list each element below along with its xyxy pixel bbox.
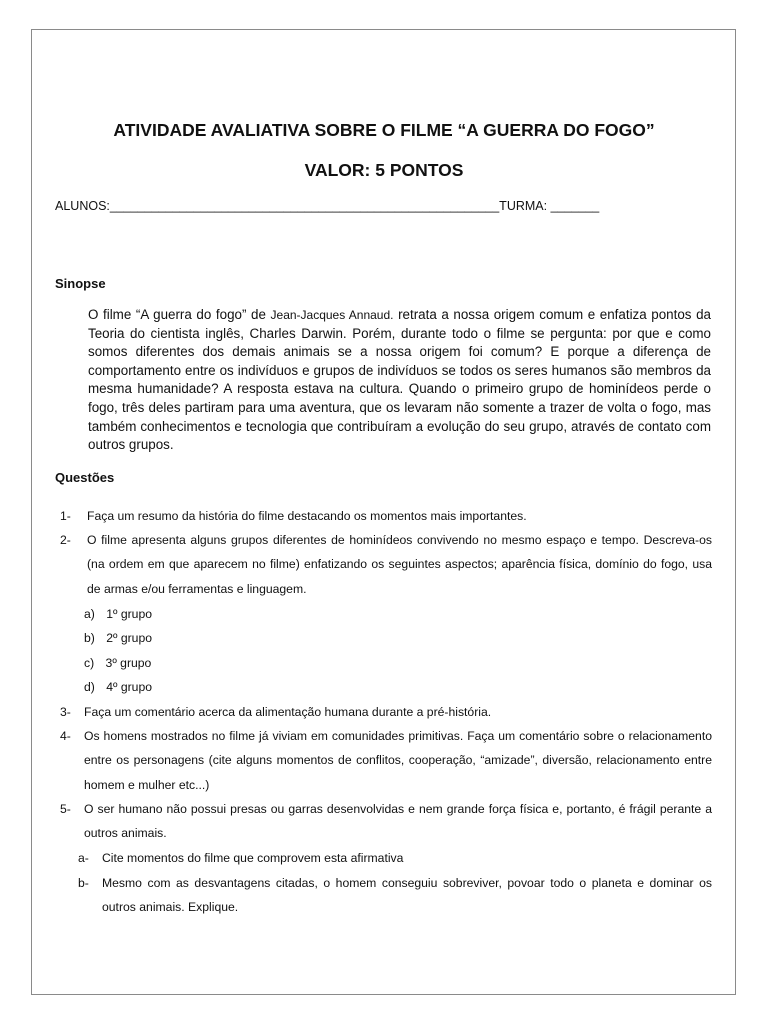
question-5-item-b [78,871,712,920]
question-text: Faça um comentário acerca da alimentação humana durante a pré-história. [84,705,492,719]
item-letter: d) [84,680,95,694]
question-2-item-d [84,675,152,699]
document-value: VALOR: 5 PONTOS [304,160,464,180]
question-number: 4- [60,729,71,743]
questions-heading: Questões [55,470,115,485]
item-text: Mesmo com as desvantagens citadas, o homem conseguiu sobreviver, povoar todo o planeta e dominar os outros animais. Explique. [102,876,712,915]
question-2-item-a [84,602,152,626]
document-title: ATIVIDADE AVALIATIVA SOBRE O FILME “A GUERRA DO FOGO” [113,120,655,140]
item-letter: a) [84,607,95,621]
question-text: O ser humano não possui presas ou garras desenvolvidas e nem grande força física e, portanto, é frágil perante a outros animais. [84,802,712,841]
question-2-item-c [84,651,151,675]
item-letter: b) [84,631,95,645]
item-text: 1º grupo [106,607,153,621]
synopsis-text-start: O filme “A guerra do fogo” de [88,307,266,322]
question-2 [60,528,712,601]
synopsis-director: Jean-Jacques Annaud. [270,308,394,322]
question-2-item-b [84,626,152,650]
synopsis-paragraph [88,306,711,455]
question-1 [60,504,710,528]
question-5 [60,797,712,846]
synopsis-text-rest: retrata a nossa origem comum e enfatiza pontos da Teoria do cientista inglês, Charles Darwin. Porém, durante todo o filme se pergunta: por que e como somos diferentes dos demais animais se a nossa origem foi comum? E porque a diferença de comportamento entre os indivíduos e grupos de indivíduos se todos os seres humanos são membros da mesma humanidade? A resposta estava na cultura. Quando o primeiro grupo de hominídeos perde o fogo, três deles partiram para uma aventura, que os levaram não somente a trazer de volta o fogo, mas também conhecimentos e tecnologia que contribuíram a evolução do seu grupo, através de contato com outros grupos. [88,307,711,453]
question-number: 2- [60,533,71,547]
question-3 [60,700,710,724]
item-text: Cite momentos do filme que comprovem esta afirmativa [102,851,404,865]
item-text: 3º grupo [105,656,152,670]
item-letter: b- [78,876,89,890]
item-text: 4º grupo [106,680,153,694]
question-number: 5- [60,802,71,816]
question-5-item-a [78,846,712,870]
question-text: Os homens mostrados no filme já viviam em comunidades primitivas. Faça um comentário sobre o relacionamento entre os personagens (cite alguns momentos de conflitos, cooperação, “amizade”, diversão, relacionamento entre homem e mulher etc...) [84,729,712,792]
item-letter: c) [84,656,95,670]
question-4 [60,724,712,797]
question-text: Faça um resumo da história do filme destacando os momentos mais importantes. [87,509,527,523]
item-text: 2º grupo [106,631,153,645]
synopsis-heading: Sinopse [55,276,106,291]
question-number: 1- [60,509,71,523]
question-number: 3- [60,705,71,719]
students-class-line: ALUNOS:________________________________________________________TURMA: _______ [55,199,600,213]
item-letter: a- [78,851,89,865]
question-text: O filme apresenta alguns grupos diferentes de hominídeos convivendo no mesmo espaço e tempo. Descreva-os (na ordem em que aparecem no filme) enfatizando os seguintes aspectos; aparência física, domínio do fogo, usa de armas e/ou ferramentas e linguagem. [87,533,712,596]
